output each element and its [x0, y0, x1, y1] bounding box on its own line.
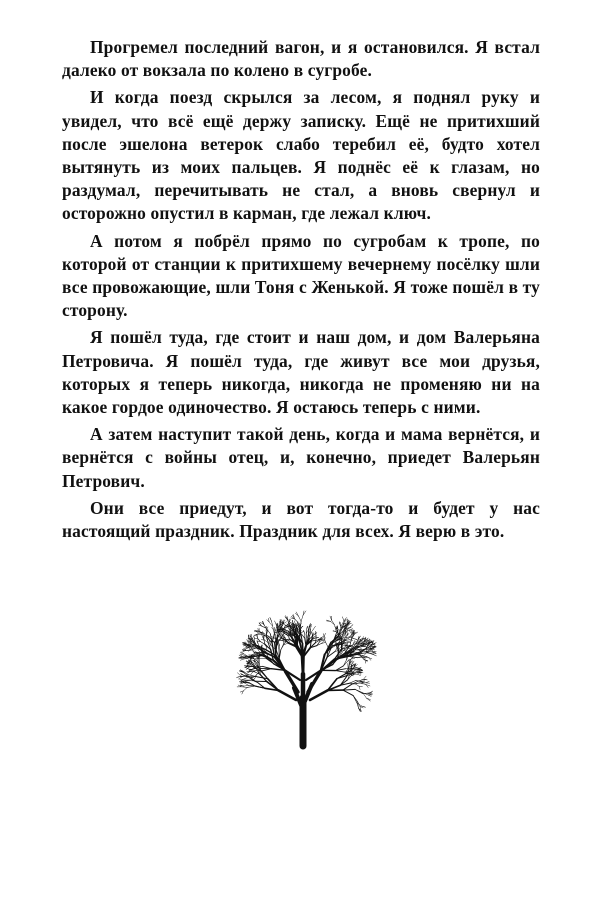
paragraph-5: А затем наступит такой день, когда и мама вернётся, и вернётся с войны отец, и, конечно, приедет Валерьян Петрович. [62, 424, 540, 491]
paragraph-1: Прогремел последний вагон, и я остановился. Я встал далеко от вокзала по колено в сугробе. [62, 37, 540, 81]
text-body [62, 36, 540, 547]
paragraph-3: А потом я побрёл прямо по сугробам к тропе, по которой от станции к притихшему вечернему посёлку шли все провожающие, шли Тоня с Женькой. Я тоже пошёл в ту сторону. [62, 230, 540, 321]
paragraph-6: Они все приедут, и вот тогда-то и будет у нас настоящий праздник. Праздник для всех. Я верю в это. [62, 497, 540, 542]
paragraph-2: И когда поезд скрылся за лесом, я поднял руку и увидел, что всё ещё держу записку. Ещё не притихший после эшелона ветерок слабо теребил её, будто хотел вытянуть из моих пальцев. Я поднёс её к глазам, но раздумал, перечитывать не стал, а вновь свернул и осторожно опустил в карман, где лежал ключ. [62, 87, 540, 224]
paragraph-4: Я пошёл туда, где стоит и наш дом, и дом Валерьяна Петровича. Я пошёл туда, где живут все мои друзья, которых я теперь никогда, никогда не променяю ни на какое гордое одиночество. Я остаюсь теперь с ними. [62, 327, 540, 418]
bare-tree-icon [208, 560, 398, 750]
